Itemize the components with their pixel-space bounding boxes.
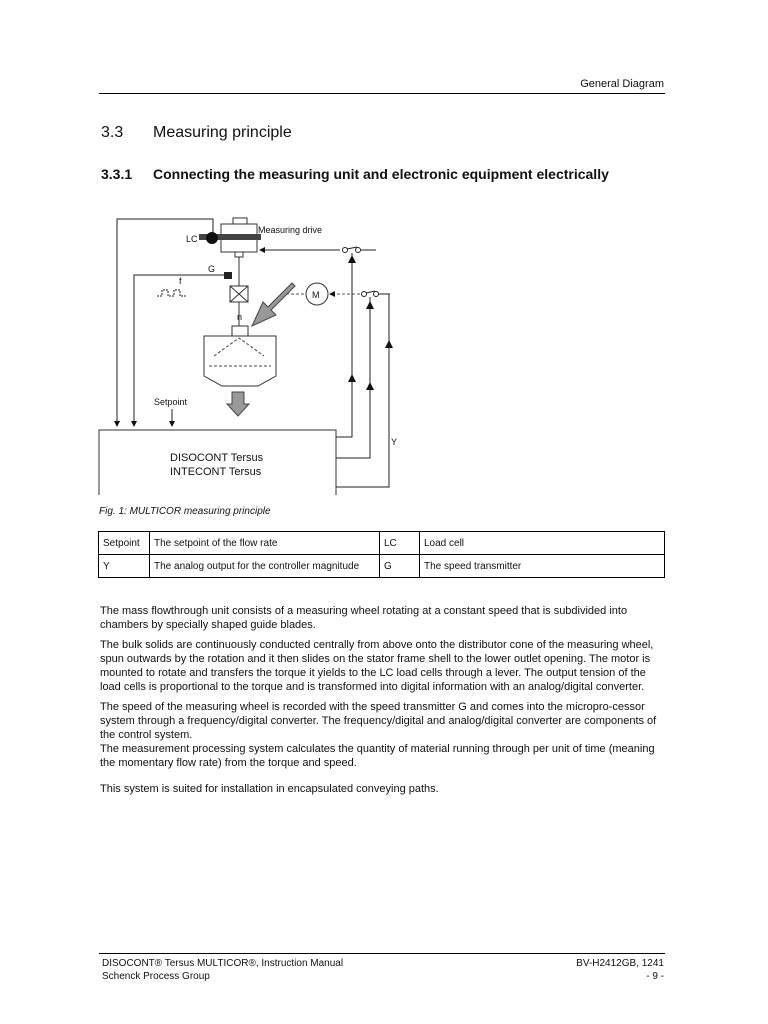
outlet-arrow: [227, 392, 249, 416]
legend-table: [98, 531, 665, 578]
motor-label: M: [312, 290, 320, 300]
body-paragraph-4: The measurement processing system calculates the quantity of material running through per unit of time (meaning the momentary flow rate) from the torque and speed.: [100, 743, 655, 769]
arrow-up-3: [385, 340, 393, 348]
header-rule: [99, 93, 665, 94]
switch-contact-2a: [362, 292, 367, 297]
arrow-up-2a: [366, 301, 374, 309]
n-label: n: [237, 312, 243, 322]
g-label: G: [208, 264, 216, 274]
controller-label-1: DISOCONT Tersus: [170, 452, 264, 464]
footer-left: [102, 957, 343, 983]
wheel-housing: [204, 336, 276, 386]
inlet-neck: [232, 326, 248, 336]
figure-caption: Fig. 1: MULTICOR measuring principle: [99, 506, 271, 517]
heading2-title: Connecting the measuring unit and electronic equipment electrically: [153, 166, 609, 182]
f-label: f: [179, 276, 182, 286]
heading1-title: Measuring principle: [153, 124, 292, 141]
frequency-pulse-icon: [157, 290, 186, 296]
body-text: [100, 604, 665, 802]
footer-company: Schenck Process Group: [102, 971, 210, 982]
shaft-coupling: [235, 252, 243, 257]
legend-term: Y: [99, 555, 150, 578]
header-section-title: General Diagram: [580, 78, 664, 90]
arrow-up-1b: [348, 374, 356, 382]
footer-page-number: - 9 -: [646, 971, 664, 982]
legend-definition: The setpoint of the flow rate: [150, 532, 380, 555]
measuring-principle-diagram: [90, 205, 410, 495]
arrow-up-2b: [366, 382, 374, 390]
legend-term: Setpoint: [99, 532, 150, 555]
switch-contact-2b: [374, 292, 379, 297]
body-paragraph-1: The mass flowthrough unit consists of a measuring wheel rotating at a constant speed that is subdivided into chambers by specially shaped guide blades.: [100, 605, 628, 631]
table-row: [99, 555, 665, 578]
load-cell-icon: [206, 232, 218, 244]
heading2-number: 3.3.1: [101, 166, 133, 182]
body-paragraph-2: The bulk solids are continuously conducted centrally from above onto the distributor cone of the measuring wheel, spun outwards by the rotation and it then slides on the stator frame shell to the lower outlet opening. The motor is mounted to rotate and transfers the torque it yields to the LC load cells through a lever. The output tension of the load cells is proportional to the torque and is transformed into digital information with an analog/digital converter.: [100, 639, 654, 693]
feedback-line-1: [336, 253, 352, 437]
material-feed-arrow: [252, 283, 295, 326]
switch-contact-1b: [356, 248, 361, 253]
setpoint-label: Setpoint: [154, 397, 188, 407]
table-row: [99, 532, 665, 555]
lc-signal-line: [117, 219, 216, 424]
legend-definition: Load cell: [420, 532, 665, 555]
footer-right: [500, 957, 664, 983]
controller-label-2: INTECONT Tersus: [170, 466, 262, 478]
body-paragraph-5: This system is suited for installation in encapsulated conveying paths.: [100, 783, 439, 795]
lc-label: LC: [186, 234, 198, 244]
legend-definition: The analog output for the controller magnitude: [150, 555, 380, 578]
switch-contact-1a: [343, 248, 348, 253]
body-paragraph-3: The speed of the measuring wheel is recorded with the speed transmitter G and comes into the micropro-cessor system through a frequency/digital converter. The frequency/digital and analog/digital converter are components of the control system.: [100, 701, 657, 741]
speed-transmitter-icon: [224, 272, 232, 279]
footer-manual-title: DISOCONT® Tersus MULTICOR®, Instruction Manual: [102, 958, 344, 969]
drive-upper-cap: [233, 218, 247, 224]
legend-term: G: [380, 555, 420, 578]
legend-term: LC: [380, 532, 420, 555]
y-label: Y: [391, 437, 398, 447]
footer-doc-number: BV-H2412GB, 1241: [576, 958, 664, 969]
arrow-up-1a: [348, 255, 356, 263]
footer-rule: [99, 953, 665, 954]
legend-definition: The speed transmitter: [420, 555, 665, 578]
heading1-number: 3.3: [101, 124, 124, 141]
measuring-drive-label: Measuring drive: [258, 225, 323, 235]
